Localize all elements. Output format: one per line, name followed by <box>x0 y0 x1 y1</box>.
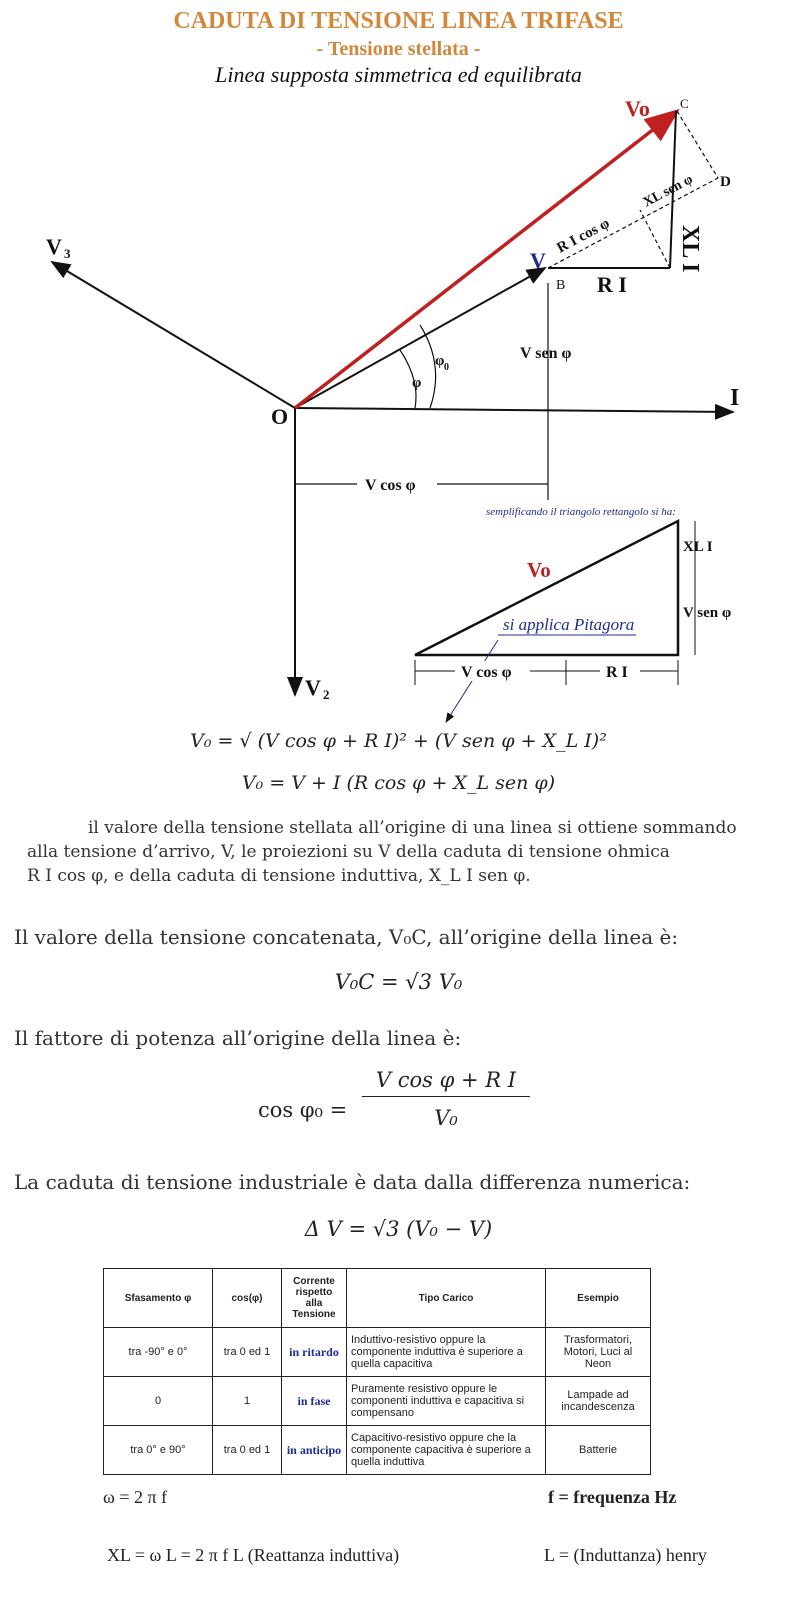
formula-concatenata: V₀C = √3 V₀ <box>334 970 463 994</box>
cell-tipo-carico: Induttivo-resistivo oppure la componente induttiva è superiore a quella capacitiva <box>347 1328 546 1377</box>
label-v0: Vo <box>625 96 650 121</box>
current-axis <box>295 408 733 412</box>
cell-cos: tra 0 ed 1 <box>213 1328 282 1377</box>
label-phi0-sub: 0 <box>444 362 449 373</box>
triangle-v0: Vo <box>527 558 551 582</box>
label-ri-cos: R I cos φ <box>554 215 613 257</box>
cell-cos: tra 0 ed 1 <box>213 1426 282 1475</box>
label-origin: O <box>271 404 289 429</box>
v0-phasor <box>295 111 677 408</box>
label-xl-i-vertical: XL I <box>677 225 703 273</box>
label-v: V <box>530 248 546 273</box>
projection-perp <box>640 210 670 268</box>
v3-phasor <box>52 262 295 408</box>
label-xl-sen: XL sen φ <box>640 171 696 211</box>
label-c: C <box>680 96 689 111</box>
formula-cos-numerator: V cos φ + R I <box>362 1068 530 1097</box>
table-header-row <box>104 1269 651 1328</box>
header-esempio: Esempio <box>546 1269 651 1328</box>
cell-tipo-carico: Capacitivo-resistivo oppure che la componente capacitiva è superiore a quella induttiva <box>347 1426 546 1475</box>
label-i: I <box>730 385 740 411</box>
header-cos: cos(φ) <box>213 1269 282 1328</box>
header-corrente: Corrente rispetto alla Tensione <box>282 1269 347 1328</box>
triangle-v-sen: V sen φ <box>683 605 732 621</box>
formula-cos-denominator: V₀ <box>434 1106 458 1130</box>
label-v-sen: V sen φ <box>520 345 572 362</box>
paragraph-concatenata: Il valore della tensione concatenata, V₀C, all’origine della linea è: <box>14 925 679 949</box>
cell-sfasamento: 0 <box>104 1377 213 1426</box>
load-table <box>103 1268 651 1475</box>
phasor-diagram <box>0 85 797 725</box>
paragraph-line-2: alla tensione d’arrivo, V, le proiezioni su V della caduta di tensione ohmica <box>27 842 670 862</box>
formula-cos-lhs: cos φ₀ = <box>258 1098 348 1122</box>
label-v2-sub: 2 <box>323 687 330 702</box>
cell-tipo-carico: Puramente resistivo oppure le componenti induttiva e capacitiva si compensano <box>347 1377 546 1426</box>
formula-delta-v: Δ V = √3 (V₀ − V) <box>304 1217 493 1241</box>
footer-omega: ω = 2 π f <box>103 1487 168 1507</box>
triangle-v-cos: V cos φ <box>461 664 512 681</box>
page-caption: Linea supposta simmetrica ed equilibrata <box>215 62 582 87</box>
cell-corrente: in anticipo <box>282 1426 347 1475</box>
label-phi: φ <box>412 375 422 391</box>
paragraph-line-3: R I cos φ, e della caduta di tensione induttiva, X_L I sen φ. <box>27 866 531 886</box>
table-row <box>104 1328 651 1377</box>
header-tipo-carico: Tipo Carico <box>347 1269 546 1328</box>
triangle-ri: R I <box>606 664 628 681</box>
cell-cos: 1 <box>213 1377 282 1426</box>
cell-esempio: Trasformatori, Motori, Luci al Neon <box>546 1328 651 1377</box>
cell-esempio: Lampade ad incandescenza <box>546 1377 651 1426</box>
formula-approx: V₀ = V + I (R cos φ + X_L sen φ) <box>241 772 556 794</box>
formula-pitagora: V₀ = √ (V cos φ + R I)² + (V sen φ + X_L I)² <box>190 730 607 752</box>
cell-corrente: in ritardo <box>282 1328 347 1377</box>
cell-sfasamento: tra 0° e 90° <box>104 1426 213 1475</box>
projection-cd <box>677 111 718 178</box>
label-v3-sub: 3 <box>64 246 71 261</box>
triangle-caption: semplificando il triangolo rettangolo si ha: <box>486 506 676 518</box>
label-v3: V <box>46 234 62 259</box>
footer-frequenza: f = frequenza Hz <box>548 1487 677 1507</box>
label-phi0: φ <box>435 353 445 369</box>
paragraph-industriale: La caduta di tensione industriale è data dalla differenza numerica: <box>14 1170 691 1194</box>
table-row <box>104 1377 651 1426</box>
cell-esempio: Batterie <box>546 1426 651 1475</box>
page-subtitle: - Tensione stellata - <box>316 38 481 60</box>
table-row <box>104 1426 651 1475</box>
paragraph-fattore: Il fattore di potenza all’origine della linea è: <box>14 1026 462 1050</box>
label-b: B <box>556 278 566 293</box>
label-ri: R I <box>597 272 627 297</box>
footer-reattanza: XL = ω L = 2 π f L (Reattanza induttiva) <box>107 1545 400 1565</box>
label-v2: V <box>305 675 321 700</box>
triangle-xl-i: XL I <box>683 539 713 555</box>
triangle-pitagora: si applica Pitagora <box>503 615 635 634</box>
header-sfasamento: Sfasamento φ <box>104 1269 213 1328</box>
paragraph-line-1: il valore della tensione stellata all’origine di una linea si ottiene sommando <box>88 818 737 838</box>
label-v-cos: V cos φ <box>365 477 416 494</box>
cell-corrente: in fase <box>282 1377 347 1426</box>
cell-sfasamento: tra -90° e 0° <box>104 1328 213 1377</box>
page-title: CADUTA DI TENSIONE LINEA TRIFASE <box>173 8 624 34</box>
footer-induttanza: L = (Induttanza) henry <box>544 1545 707 1565</box>
label-d: D <box>720 174 731 190</box>
